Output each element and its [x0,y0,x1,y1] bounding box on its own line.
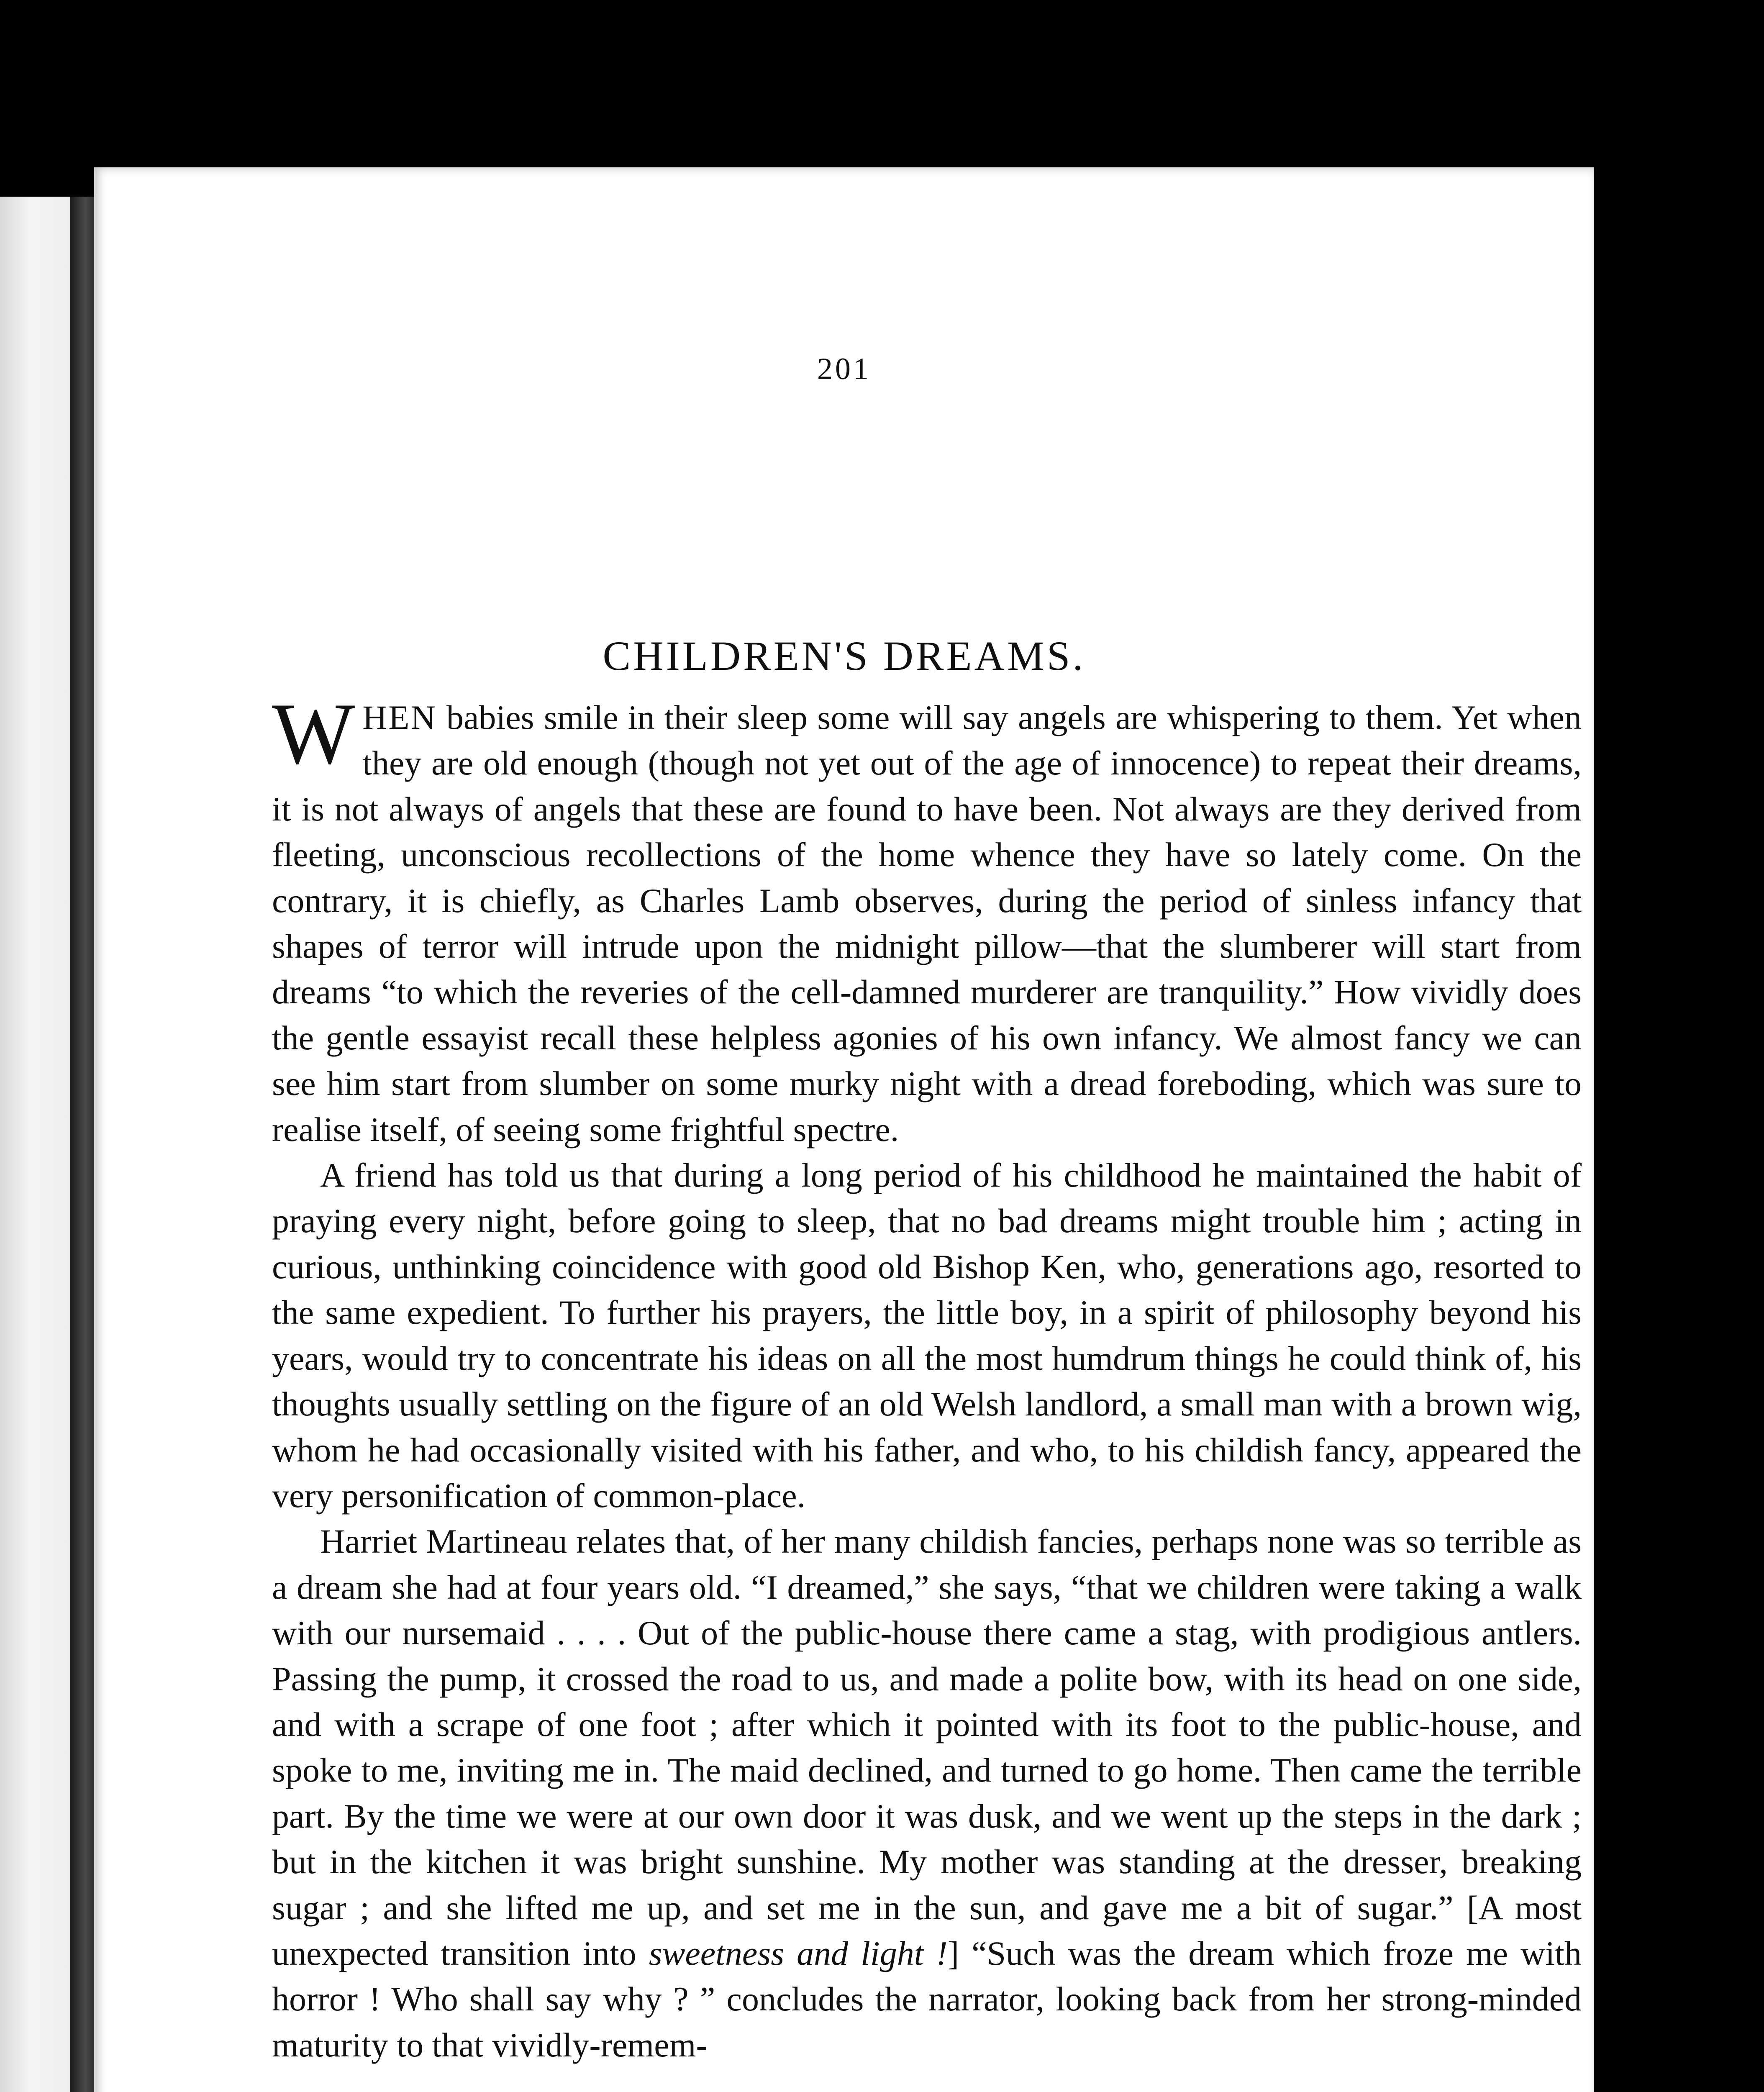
paragraph-1-text: babies smile in their sleep some will say angels are whispering to them. Yet when they are old enough (though not yet out of the age of innocence) to repeat their dreams, it is not always of angels that these are found to have been. Not always are they derived from fleeting, unconscious recollections of the home whence they have so lately come. On the contrary, it is chiefly, as Charles Lamb observes, during the period of sinless infancy that shapes of terror will intrude upon the midnight pillow—that the slumberer will start from dreams “to which the reveries of the cell-damned murderer are tranquility.” How vividly does the gentle essayist recall these helpless agonies of his own infancy. We almost fancy we can see him start from slumber on some murky night with a dread foreboding, which was sure to realise itself, of seeing some frightful spectre. [272,698,1582,1149]
drop-cap: W [272,685,355,782]
chapter-title: CHILDREN'S DREAMS. [603,633,1086,679]
paragraph-3-text-before: Harriet Martineau relates that, of her many childish fancies, perhaps none was so terrible as a dream she had at four years old. “I dreamed,” she says, “that we children were taking a walk with our nursemaid . . . . Out of the public-house there came a stag, with prodigious antlers. Passing the pump, it crossed the road to us, and made a polite bow, with its head on one side, and with a scrape of one foot ; after which it pointed with its foot to the public-house, and spoke to me, inviting me in. The maid declined, and turned to go home. Then came the terrible part. By the time we were at our own door it was dusk, and we went up the steps in the dark ; but in the kitchen it was bright sunshine. My mother was standing at the dresser, breaking sugar ; and she lifted me up, and set me in the sun, and gave me a bit of sugar.” [A most unexpected transition into [272,1522,1582,1972]
lead-word: HEN [362,698,437,736]
body-text [272,685,1582,2068]
page-number: 201 [817,352,871,386]
book-page [94,167,1594,2092]
paragraph-2: A friend has told us that during a long period of his childhood he maintained the habit of praying every night, before going to sleep, that no bad dreams might trouble him ; acting in curious, unthinking coincidence with good old Bishop Ken, who, generations ago, resorted to the same expedient. To further his prayers, the little boy, in a spirit of philosophy beyond his years, would try to concentrate his ideas on all the most humdrum things he could think of, his thoughts usually settling on the figure of an old Welsh landlord, a small man with a brown wig, whom he had occasionally visited with his father, and who, to his childish fancy, appeared the very personification of common-place. [272,1156,1582,1515]
paragraph-3-italic: sweetness and light ! [649,1934,948,1972]
paragraph-3 [272,1518,1582,2068]
paragraph-1 [272,685,1582,1152]
paragraph-3-text-after: ] “Such was the dream which froze me with horror ! Who shall say why ? ” concludes the narrator, looking back from her strong-minded maturity to that vividly-remem- [272,1934,1582,2064]
book-spine [70,197,95,2092]
